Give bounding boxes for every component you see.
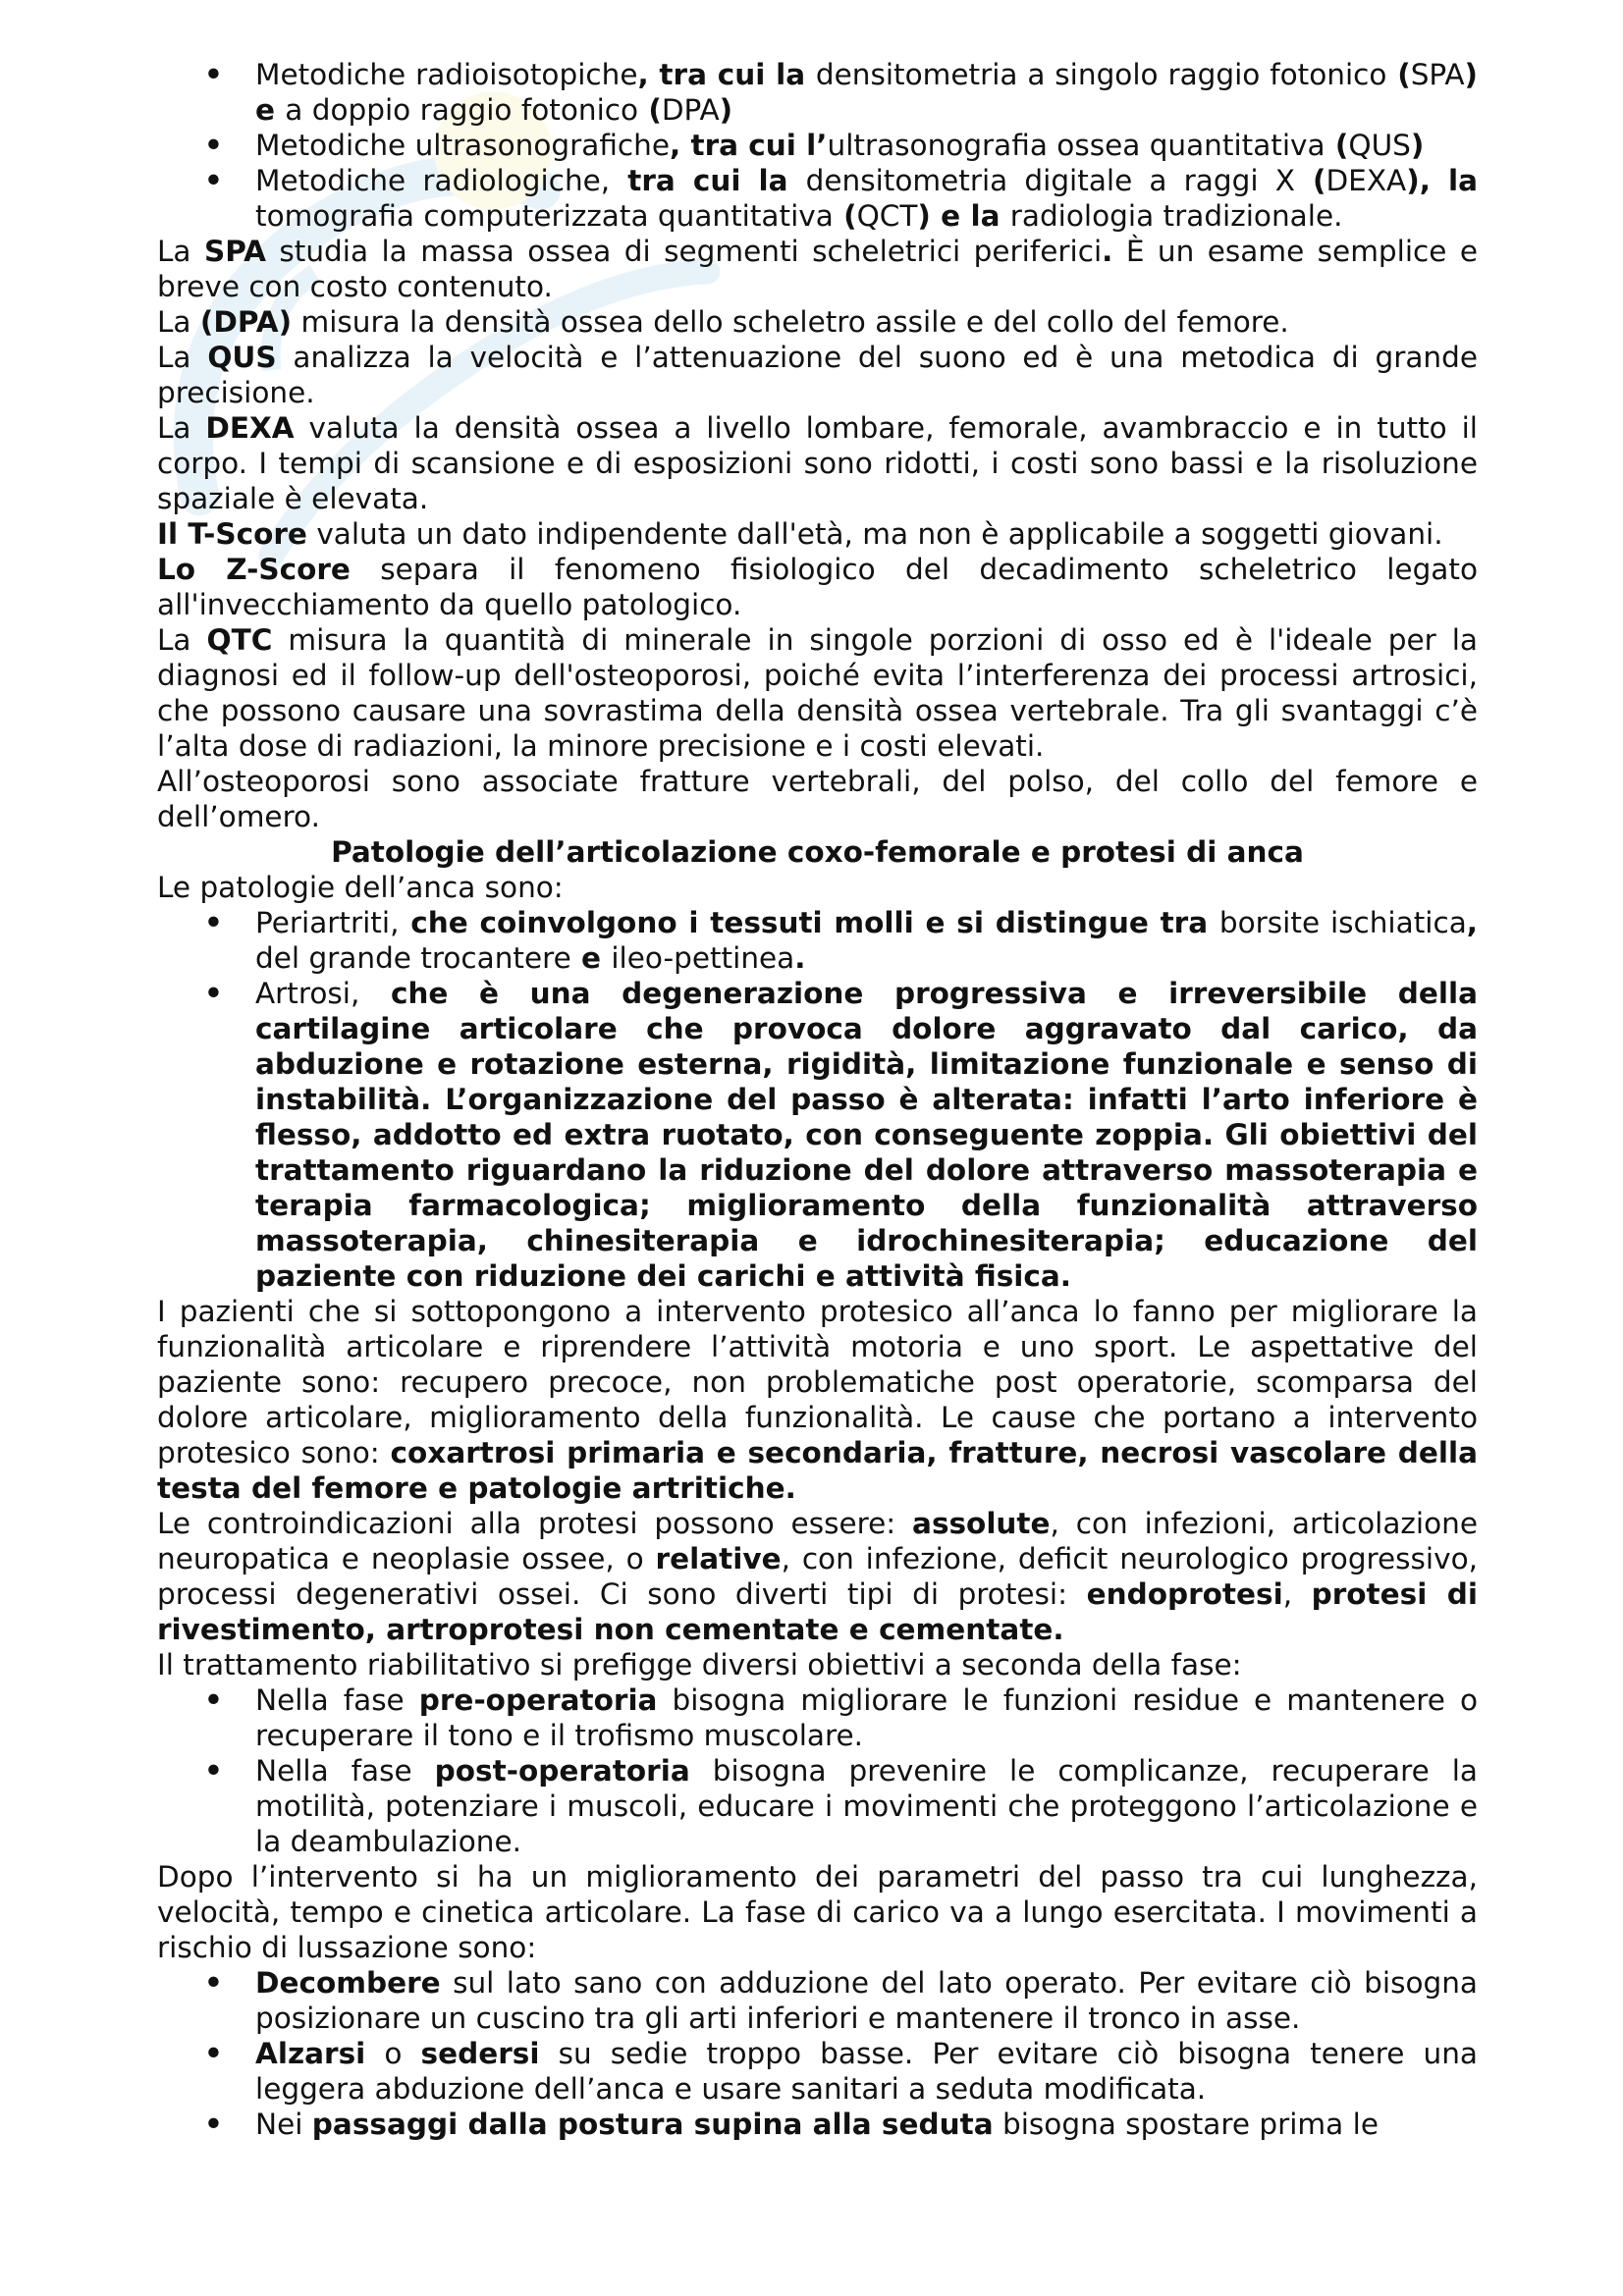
text-run: La (157, 341, 208, 374)
bold-term: (DPA) (199, 305, 293, 339)
bold-term: , (1466, 906, 1478, 939)
list-item-list1-2 (255, 163, 1478, 234)
text-run: radiologia tradizionale. (1009, 199, 1343, 233)
paragraphs-prosthesis (157, 1294, 1478, 1682)
bold-term: . (1102, 235, 1113, 268)
text-run: bisogna migliorare le funzioni residue e mantenere o recuperare il tono e il trofismo muscolare. (255, 1683, 1478, 1752)
text-run: separa il fenomeno fisiologico del decadimento scheletrico legato all'invecchiamento da quello patologico. (157, 553, 1478, 621)
bold-term: che è una degenerazione progressiva e irreversibile della cartilagine articolare che provoca dolore aggravato dal carico, da abduzione e rotazione esterna, rigidità, limitazione funzionale e senso di instabilità. L’organizzazione del passo è alterata: infatti l’arto inferiore è flesso, addotto ed extra ruotato, con conseguente zoppia. Gli obiettivi del trattamento riguardano la riduzione del dolore attraverso massoterapia e terapia farmacologica; miglioramento della funzionalità attraverso massoterapia, chinesiterapia e idrochinesiterapia; educazione del paziente con riduzione dei carichi e attività fisica. (255, 977, 1478, 1293)
text-run: su sedie troppo basse. Per evitare ciò bisogna tenere una leggera abduzione dell’anca e usare sanitari a seduta modificata. (255, 2037, 1478, 2106)
text-run: All’osteoporosi sono associate fratture vertebrali, del polso, del collo del femore e dell’omero. (157, 765, 1478, 833)
list-item-list4-2 (255, 2107, 1478, 2142)
bold-term: ( (1325, 129, 1349, 162)
text-run: misura la quantità di minerale in singole porzioni di osso ed è l'ideale per la diagnosi ed il follow-up dell'osteoporosi, poiché evita l’interferenza dei processi artrosici, che possono causare una sovrastima della densità ossea vertebrale. Tra gli svantaggi c’è l’alta dose di radiazioni, la minore precisione e i costi elevati. (157, 623, 1479, 763)
text-run: QUS (1348, 129, 1411, 162)
text-run: DPA (661, 93, 720, 127)
bold-term: relative (655, 1542, 782, 1575)
paragraph-paragraphs3-0 (157, 1859, 1478, 1965)
paragraph-paragraphs1-5 (157, 552, 1478, 622)
bold-term: tra cui la (610, 164, 806, 197)
bold-term: . (794, 941, 806, 975)
paragraph-paragraphs1-1 (157, 304, 1478, 340)
bold-term: , tra cui l’ (670, 129, 828, 162)
text-run: DEXA (1325, 164, 1407, 197)
document-page (157, 57, 1478, 2142)
text-run: analizza la velocità e l’attenuazione del suono ed è una metodica di grande precisione. (157, 341, 1478, 409)
list-phases (157, 1682, 1478, 1859)
text-run: Nei (255, 2108, 312, 2141)
paragraphs-methods (157, 234, 1478, 834)
text-run: bisogna prevenire le complicanze, recuperare la motilità, potenziare i muscoli, educare i movimenti che proteggono l’articolazione e la deambulazione. (255, 1754, 1478, 1858)
paragraph-paragraphs2-1 (157, 1506, 1478, 1647)
paragraph-paragraphs2-2 (157, 1647, 1478, 1682)
paragraph-paragraphs1-0 (157, 234, 1478, 304)
paragraph-paragraphs1-6 (157, 622, 1478, 764)
text-run: densitometria a singolo raggio fotonico (815, 58, 1387, 91)
text-run: QCT (856, 199, 918, 233)
list-item-list2-0 (255, 905, 1478, 976)
text-run: SPA (1410, 58, 1465, 91)
bold-term: e (570, 941, 612, 975)
bold-term: QUS (207, 341, 277, 374)
text-run: ileo-pettinea (611, 941, 795, 975)
bold-term: ( (638, 93, 662, 127)
text-run: È un esame semplice e breve con costo contenuto. (157, 235, 1479, 303)
bold-term: Decombere (255, 1966, 441, 2000)
list-item-list3-1 (255, 1753, 1478, 1859)
bold-term: post-operatoria (434, 1754, 690, 1788)
text-run: o (365, 2037, 421, 2070)
text-run: ultrasonografia ossea quantitativa (827, 129, 1325, 162)
list-hip-pathologies (157, 905, 1478, 1294)
text-run: sul lato sano con adduzione del lato operato. Per evitare ciò bisogna posizionare un cuscino tra gli arti inferiori e mantenere il tronco in asse. (255, 1966, 1478, 2035)
text-run: tomografia computerizzata quantitativa (255, 199, 834, 233)
bold-term: coxartrosi primaria e secondaria, fratture, necrosi vascolare della testa del femore e patologie artritiche. (157, 1436, 1478, 1505)
text-run: a doppio raggio fotonico (285, 93, 639, 127)
list-item-list1-1 (255, 128, 1478, 163)
text-run: La (157, 235, 204, 268)
section-title: Patologie dell’articolazione coxo-femorale e protesi di anca (331, 835, 1304, 869)
text-run: Metodiche ultrasonografiche (255, 129, 670, 162)
text-run: del grande trocantere (255, 941, 571, 975)
bold-term: ( (1386, 58, 1411, 91)
text-run: Le controindicazioni alla protesi possono essere: (157, 1507, 913, 1540)
paragraphs-after (157, 1859, 1478, 1965)
text-run: Periartriti, (255, 906, 400, 939)
bold-term: SPA (203, 235, 266, 268)
bold-term: che coinvolgono i tessuti molli e si distingue tra (399, 906, 1219, 939)
text-run: borsite ischiatica (1218, 906, 1467, 939)
bold-term: ) e la (917, 199, 1010, 233)
text-run: , con infezioni, articolazione neuropatica e neoplasie ossee, o (157, 1507, 1478, 1575)
text-run: Metodiche radioisotopiche (255, 58, 638, 91)
list-item-list3-0 (255, 1682, 1478, 1753)
paragraph-paragraphs1-3 (157, 410, 1478, 516)
text-run: valuta un dato indipendente dall'età, ma non è applicabile a soggetti giovani. (306, 517, 1443, 551)
text-run: misura la densità ossea dello scheletro assile e del collo del femore. (292, 305, 1289, 339)
bold-term: pre-operatoria (418, 1683, 658, 1717)
bold-term: ) (719, 93, 733, 127)
text-run: , (1282, 1577, 1312, 1611)
bold-term: Alzarsi (255, 2037, 366, 2070)
bold-term: QTC (206, 623, 273, 657)
list-risk-movements (157, 1965, 1478, 2142)
bold-term: , tra cui la (637, 58, 816, 91)
text-run: Artrosi, (255, 977, 360, 1010)
bold-term: Il T-Score (157, 517, 307, 551)
list-item-list2-1 (255, 976, 1478, 1294)
bold-term: assolute (912, 1507, 1051, 1540)
text-run: I pazienti che si sottopongono a intervento protesico all’anca lo fanno per migliorare la funzionalità articolare e riprendere l’attività motoria e uno sport. Le aspettative del paziente sono: recupero precoce, non problematiche post operatorie, scomparsa del dolore articolare, miglioramento della funzionalità. Le cause che portano a intervento protesico sono: (157, 1295, 1478, 1469)
text-run: La (157, 305, 200, 339)
bold-term: endoprotesi (1086, 1577, 1283, 1611)
bold-term: DEXA (205, 411, 295, 445)
bold-term: ) e (255, 58, 1478, 127)
text-run: La (157, 623, 207, 657)
bold-term: protesi di rivestimento, artroprotesi non cementate e cementate. (157, 1577, 1478, 1646)
text-run: Il trattamento riabilitativo si prefigge diversi obiettivi a seconda della fase: (157, 1648, 1242, 1682)
text-run: Dopo l’intervento si ha un miglioramento dei parametri del passo tra cui lunghezza, velocità, tempo e cinetica articolare. La fase di carico va a lungo esercitata. I movimenti a rischio di lussazione sono: (157, 1860, 1478, 1964)
bold-term: sedersi (420, 2037, 540, 2070)
bold-term: ( (833, 199, 857, 233)
text-run: Nella fase (255, 1683, 419, 1717)
text-run: densitometria digitale a raggi X (805, 164, 1295, 197)
list-item-list4-0 (255, 1965, 1478, 2036)
bold-term: passaggi dalla postura supina alla seduta (311, 2108, 994, 2141)
bold-term: ( (1294, 164, 1326, 197)
bold-term: ) (1410, 129, 1425, 162)
paragraph-paragraphs2-0 (157, 1294, 1478, 1506)
paragraph-paragraphs1-2 (157, 340, 1478, 410)
intro-paragraph: Le patologie dell’anca sono: (157, 871, 564, 904)
paragraph-paragraphs1-7 (157, 764, 1478, 834)
list-methods (157, 57, 1478, 234)
bold-term: ), la (1406, 164, 1478, 197)
bold-term: Lo Z-Score (157, 553, 351, 586)
paragraph-paragraphs1-4 (157, 516, 1478, 552)
text-run: studia la massa ossea di segmenti scheletrici periferici (265, 235, 1103, 268)
text-run: bisogna spostare prima le (993, 2108, 1379, 2141)
text-run: , con infezione, deficit neurologico progressivo, processi degenerativi ossei. Ci sono diverti tipi di protesi: (157, 1542, 1479, 1611)
list-item-list4-1 (255, 2036, 1478, 2107)
text-run: Metodiche radiologiche, (255, 164, 611, 197)
list-item-list1-0 (255, 57, 1478, 128)
text-run: valuta la densità ossea a livello lombare, femorale, avambraccio e in tutto il corpo. I tempi di scansione e di esposizioni sono ridotti, i costi sono bassi e la risoluzione spaziale è elevata. (157, 411, 1478, 515)
text-run: Nella fase (255, 1754, 435, 1788)
text-run: La (157, 411, 206, 445)
